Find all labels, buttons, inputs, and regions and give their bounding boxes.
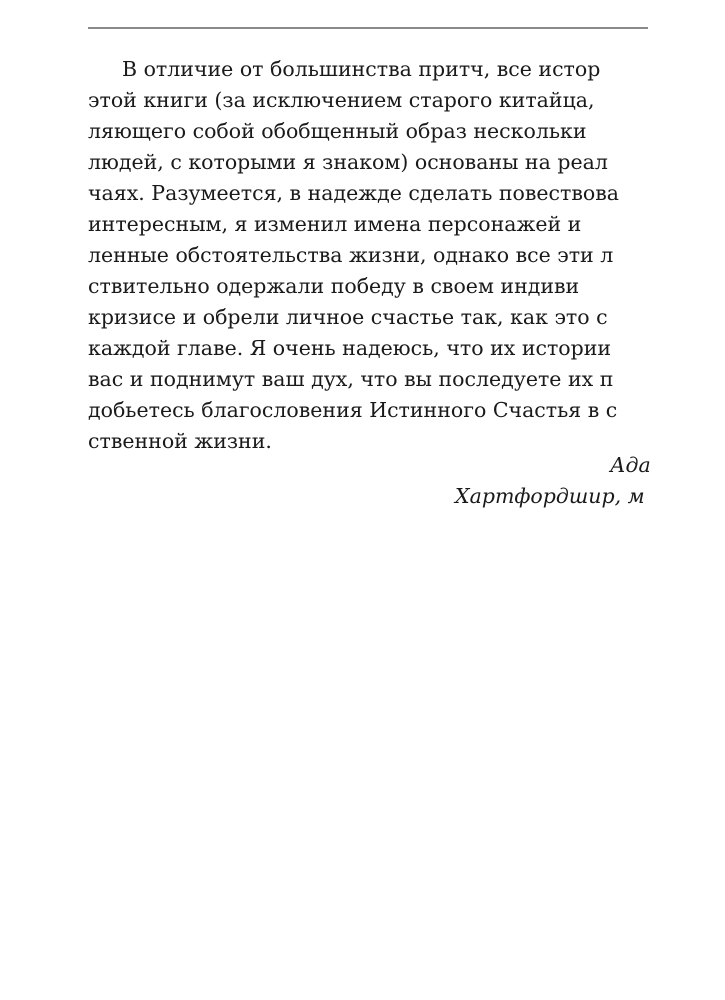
text-line: каждой главе. Я очень надеюсь, что их истории	[88, 336, 612, 360]
text-line: ленные обстоятельства жизни, однако все эти л	[88, 243, 614, 267]
text-line: ственной жизни.	[88, 429, 272, 453]
text-line: В отличие от большинства притч, все истор	[122, 57, 601, 81]
text-line: ляющего собой обобщенный образ нескольки	[88, 119, 587, 143]
text-line: чаях. Разумеется, в надежде сделать повествова	[88, 181, 620, 205]
signature-place: Хартфордшир, м	[455, 484, 645, 508]
header-rule	[88, 27, 648, 29]
text-line: интересным, я изменил имена персонажей и	[88, 212, 582, 236]
text-line: людей, с которыми я знаком) основаны на реал	[88, 150, 608, 174]
signature-author: Ада	[610, 453, 651, 477]
text-line: кризисе и обрели личное счастье так, как это с	[88, 305, 608, 329]
text-line: добьетесь благословения Истинного Счастья в с	[88, 398, 618, 422]
text-line: ствительно одержали победу в своем индиви	[88, 274, 580, 298]
text-line: этой книги (за исключением старого китайца,	[88, 88, 595, 112]
text-line: вас и поднимут ваш дух, что вы последуете их п	[88, 367, 614, 391]
body-paragraph	[88, 54, 725, 457]
